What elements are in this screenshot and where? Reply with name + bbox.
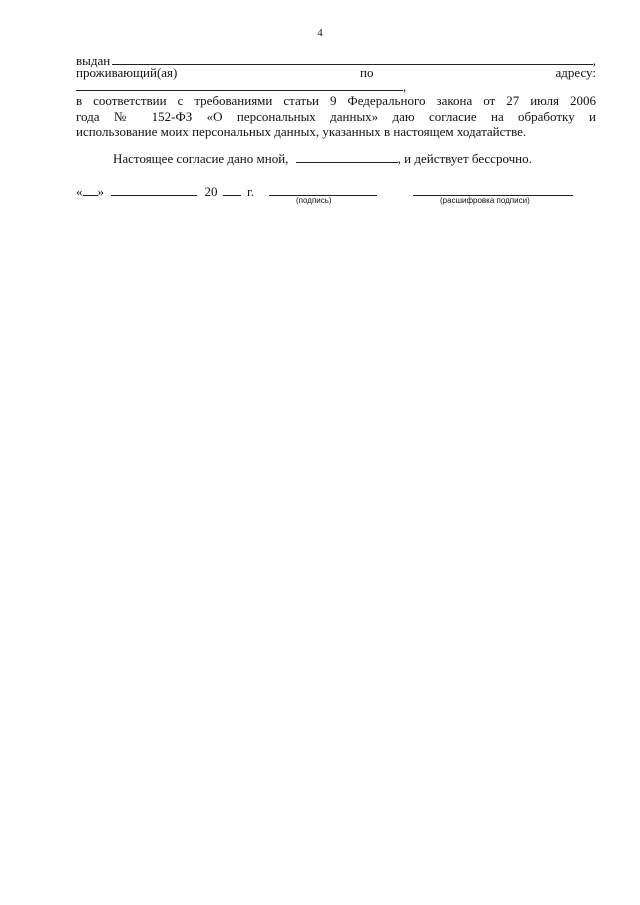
paragraph-line: в соответствии с требованиями статьи 9 Федерального закона от 27 июля 2006: [76, 93, 596, 108]
consent-before: Настоящее согласие дано мной,: [113, 151, 289, 166]
issued-label: выдан: [76, 53, 111, 68]
quote-open: «: [76, 184, 83, 199]
signature-blank[interactable]: [269, 184, 377, 196]
decoding-caption: (расшифровка подписи): [440, 196, 530, 205]
consent-paragraph: [76, 93, 596, 140]
day-blank[interactable]: [83, 184, 98, 196]
page-number: 4: [317, 27, 323, 39]
issued-blank[interactable]: [112, 53, 593, 65]
year-blank[interactable]: [223, 184, 241, 196]
issued-comma: ,: [592, 53, 596, 68]
address-comma: ,: [403, 79, 407, 94]
residing-po: по: [360, 65, 374, 80]
residing-address-label: адресу:: [555, 65, 596, 80]
quote-close: »: [97, 184, 104, 199]
month-blank[interactable]: [111, 184, 197, 196]
paragraph-line: года № 152-ФЗ «О персональных данных» даю согласие на обработку и: [76, 108, 596, 124]
decoding-blank[interactable]: [413, 184, 573, 196]
signature-caption: (подпись): [296, 196, 332, 205]
consent-line: [113, 151, 532, 167]
year-suffix: г.: [247, 184, 255, 199]
consent-blank[interactable]: [296, 151, 398, 163]
address-row: [76, 79, 596, 94]
year-prefix: 20: [204, 184, 218, 199]
residing-label: проживающий(ая): [76, 65, 178, 80]
paragraph-line: использование моих персональных данных, указанных в настоящем ходатайстве.: [76, 124, 527, 139]
address-blank[interactable]: [76, 79, 403, 91]
consent-after: , и действует бессрочно.: [397, 151, 532, 166]
